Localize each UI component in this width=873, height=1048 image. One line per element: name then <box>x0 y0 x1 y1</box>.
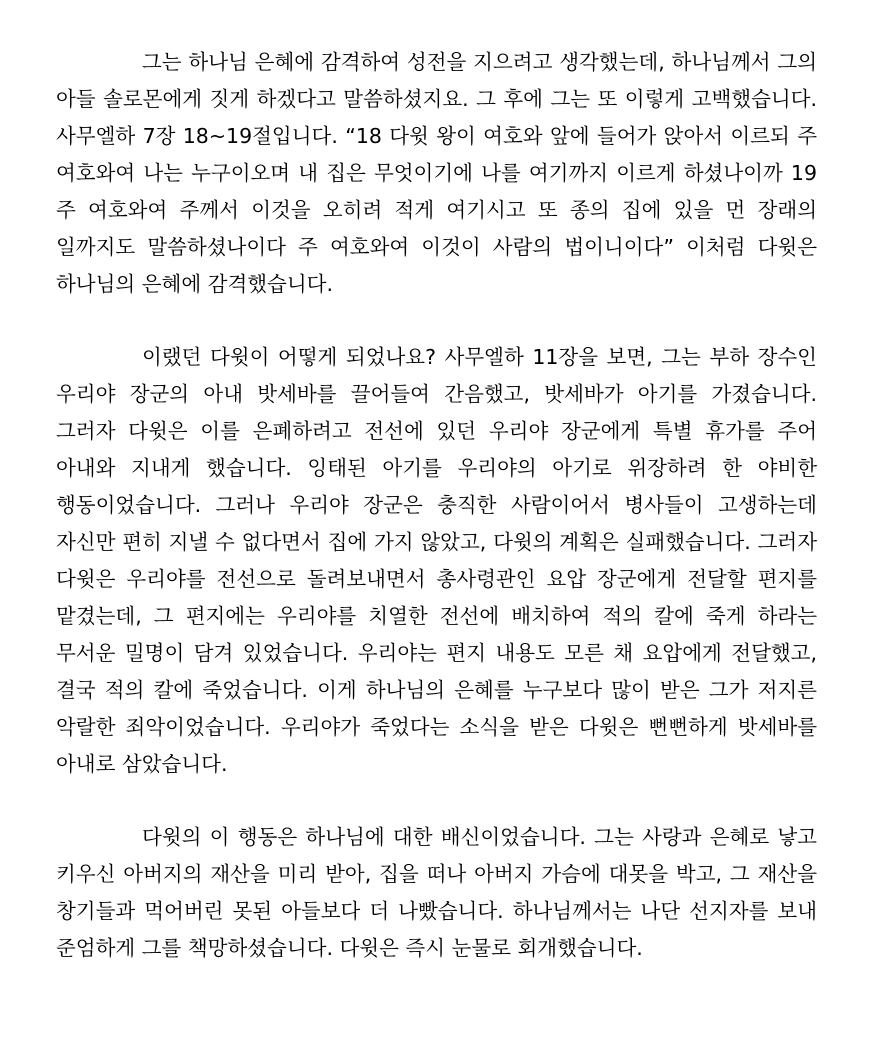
body-paragraph-2: 이랬던 다윗이 어떻게 되었나요? 사무엘하 11장을 보면, 그는 부하 장수인 우리야 장군의 아내 밧세바를 끌어들여 간음했고, 밧세바가 아기를 가졌습니다. 그러자 다윗은 이를 은폐하려고 전선에 있던 우리야 장군에게 특별 휴가를 주어 아내와 지내게 했습니다. 잉태된 아기를 우리야의 아기로 위장하려 한 야비한 행동이었습니다. 그러나 우리야 장군은 충직한 사람이어서 병사들이 고생하는데 자신만 편히 지낼 수 없다면서 집에 가지 않았고, 다윗의 계획은 실패했습니다. 그러자 다윗은 우리야를 전선으로 돌려보내면서 총사령관인 요압 장군에게 전달할 편지를 맡겼는데, 그 편지에는 우리야를 치열한 전선에 배치하여 적의 칼에 죽게 하라는 무서운 밀명이 담겨 있었습니다. 우리야는 편지 내용도 모른 채 요압에게 전달했고, 결국 적의 칼에 죽었습니다. 이게 하나님의 은혜를 누구보다 많이 받은 그가 저지른 악랄한 죄악이었습니다. 우리야가 죽었다는 소식을 받은 다윗은 뻔뻔하게 밧세바를 아내로 삼았습니다. <box>56 345 817 776</box>
body-paragraph-1: 그는 하나님 은혜에 감격하여 성전을 지으려고 생각했는데, 하나님께서 그의 아들 솔로몬에게 짓게 하겠다고 말씀하셨지요. 그 후에 그는 또 이렇게 고백했습니다. 사무엘하 7장 18~19절입니다. “18 다윗 왕이 여호와 앞에 들어가 앉아서 이르되 주 여호와여 나는 누구이오며 내 집은 무엇이기에 나를 여기까지 이르게 하셨나이까 19 주 여호와여 주께서 이것을 오히려 적게 여기시고 또 종의 집에 있을 먼 장래의 일까지도 말씀하셨나이다 주 여호와여 이것이 사람의 법이니이다” 이처럼 다윗은 하나님의 은혜에 감격했습니다. <box>56 50 817 296</box>
body-paragraph-3: 다윗의 이 행동은 하나님에 대한 배신이었습니다. 그는 사랑과 은혜로 낳고 키우신 아버지의 재산을 미리 받아, 집을 떠나 아버지 가슴에 대못을 박고, 그 재산을 창기들과 먹어버린 못된 아들보다 더 나빴습니다. 하나님께서는 나단 선지자를 보내 준엄하게 그를 책망하셨습니다. 다윗은 즉시 눈물로 회개했습니다. <box>56 825 817 960</box>
